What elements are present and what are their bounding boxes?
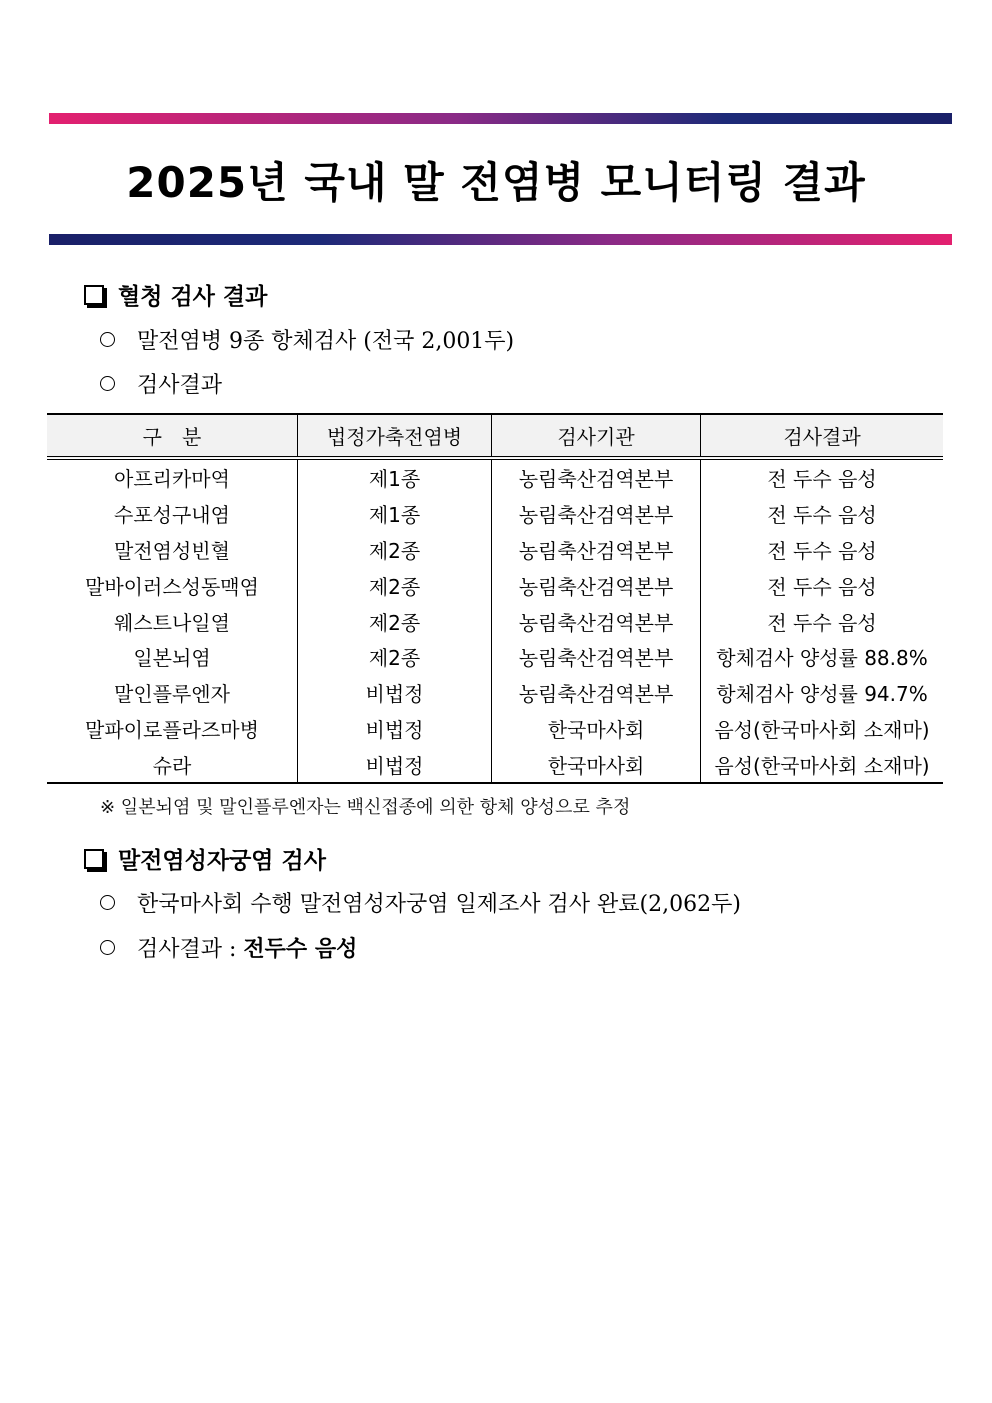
bullet-cem-survey-text: 한국마사회 수행 말전염성자궁염 일제조사 검사 완료(2,062두) <box>137 892 741 917</box>
table-header-row <box>47 414 943 458</box>
cell-institution: 농림축산검역본부 <box>492 532 701 568</box>
cell-disease: 일본뇌염 <box>47 639 298 675</box>
cell-class: 제2종 <box>298 639 492 675</box>
table-row <box>47 639 943 675</box>
header-legal-class: 법정가축전염병 <box>298 414 492 458</box>
bullet-cem-result-prefix: 검사결과 : <box>137 937 244 962</box>
header-category: 구 분 <box>47 414 298 458</box>
table-row <box>47 603 943 639</box>
cell-class: 제1종 <box>298 458 492 496</box>
table-row <box>47 675 943 711</box>
square-bullet-icon <box>84 849 104 869</box>
cell-result: 전 두수 음성 <box>701 458 944 496</box>
cell-disease: 웨스트나일열 <box>47 603 298 639</box>
cell-institution: 농림축산검역본부 <box>492 603 701 639</box>
cell-class: 비법정 <box>298 675 492 711</box>
cell-disease: 말파이로플라즈마병 <box>47 711 298 747</box>
circle-bullet-icon <box>100 940 115 955</box>
bullet-serum-result-text: 검사결과 <box>137 373 223 398</box>
table-row <box>47 746 943 783</box>
cell-class: 비법정 <box>298 711 492 747</box>
section-heading-serum <box>84 278 267 311</box>
cell-disease: 수포성구내염 <box>47 496 298 532</box>
cell-disease: 말인플루엔자 <box>47 675 298 711</box>
header-institution: 검사기관 <box>492 414 701 458</box>
cell-disease: 슈라 <box>47 746 298 783</box>
table-row <box>47 711 943 747</box>
section-heading-serum-text: 혈청 검사 결과 <box>118 283 268 310</box>
cell-result: 항체검사 양성률 88.8% <box>701 639 944 675</box>
table-footnote: ※ 일본뇌염 및 말인플루엔자는 백신접종에 의한 항체 양성으로 추정 <box>100 797 631 818</box>
table-row <box>47 496 943 532</box>
bullet-serum-test <box>100 324 514 355</box>
bottom-gradient-bar <box>49 234 952 245</box>
section-heading-cem <box>84 842 326 875</box>
bullet-cem-result <box>100 932 357 963</box>
cell-class: 제2종 <box>298 567 492 603</box>
bullet-serum-test-text: 말전염병 9종 항체검사 (전국 2,001두) <box>137 329 515 354</box>
header-result: 검사결과 <box>701 414 944 458</box>
cell-result: 전 두수 음성 <box>701 496 944 532</box>
cell-disease: 아프리카마역 <box>47 458 298 496</box>
bullet-serum-result <box>100 368 222 399</box>
table-row <box>47 567 943 603</box>
cell-result: 전 두수 음성 <box>701 603 944 639</box>
section-heading-cem-text: 말전염성자궁염 검사 <box>118 847 326 874</box>
square-bullet-icon <box>84 285 104 305</box>
cell-class: 비법정 <box>298 746 492 783</box>
cell-institution: 한국마사회 <box>492 711 701 747</box>
table-row <box>47 532 943 568</box>
cell-result: 전 두수 음성 <box>701 532 944 568</box>
top-gradient-bar <box>49 113 952 124</box>
circle-bullet-icon <box>100 332 115 347</box>
cell-result: 항체검사 양성률 94.7% <box>701 675 944 711</box>
circle-bullet-icon <box>100 895 115 910</box>
circle-bullet-icon <box>100 376 115 391</box>
cell-result: 음성(한국마사회 소재마) <box>701 711 944 747</box>
cell-institution: 한국마사회 <box>492 746 701 783</box>
cell-class: 제2종 <box>298 532 492 568</box>
cell-result: 음성(한국마사회 소재마) <box>701 746 944 783</box>
cell-class: 제2종 <box>298 603 492 639</box>
cell-disease: 말전염성빈혈 <box>47 532 298 568</box>
cell-institution: 농림축산검역본부 <box>492 567 701 603</box>
cell-institution: 농림축산검역본부 <box>492 458 701 496</box>
cell-institution: 농림축산검역본부 <box>492 639 701 675</box>
page-title: 2025년 국내 말 전염병 모니터링 결과 <box>126 158 866 207</box>
cell-institution: 농림축산검역본부 <box>492 496 701 532</box>
cell-class: 제1종 <box>298 496 492 532</box>
cell-result: 전 두수 음성 <box>701 567 944 603</box>
cell-institution: 농림축산검역본부 <box>492 675 701 711</box>
results-table <box>47 413 943 784</box>
cell-disease: 말바이러스성동맥염 <box>47 567 298 603</box>
bullet-cem-survey <box>100 887 741 918</box>
bullet-cem-result-value: 전두수 음성 <box>243 936 358 962</box>
table-row <box>47 458 943 496</box>
